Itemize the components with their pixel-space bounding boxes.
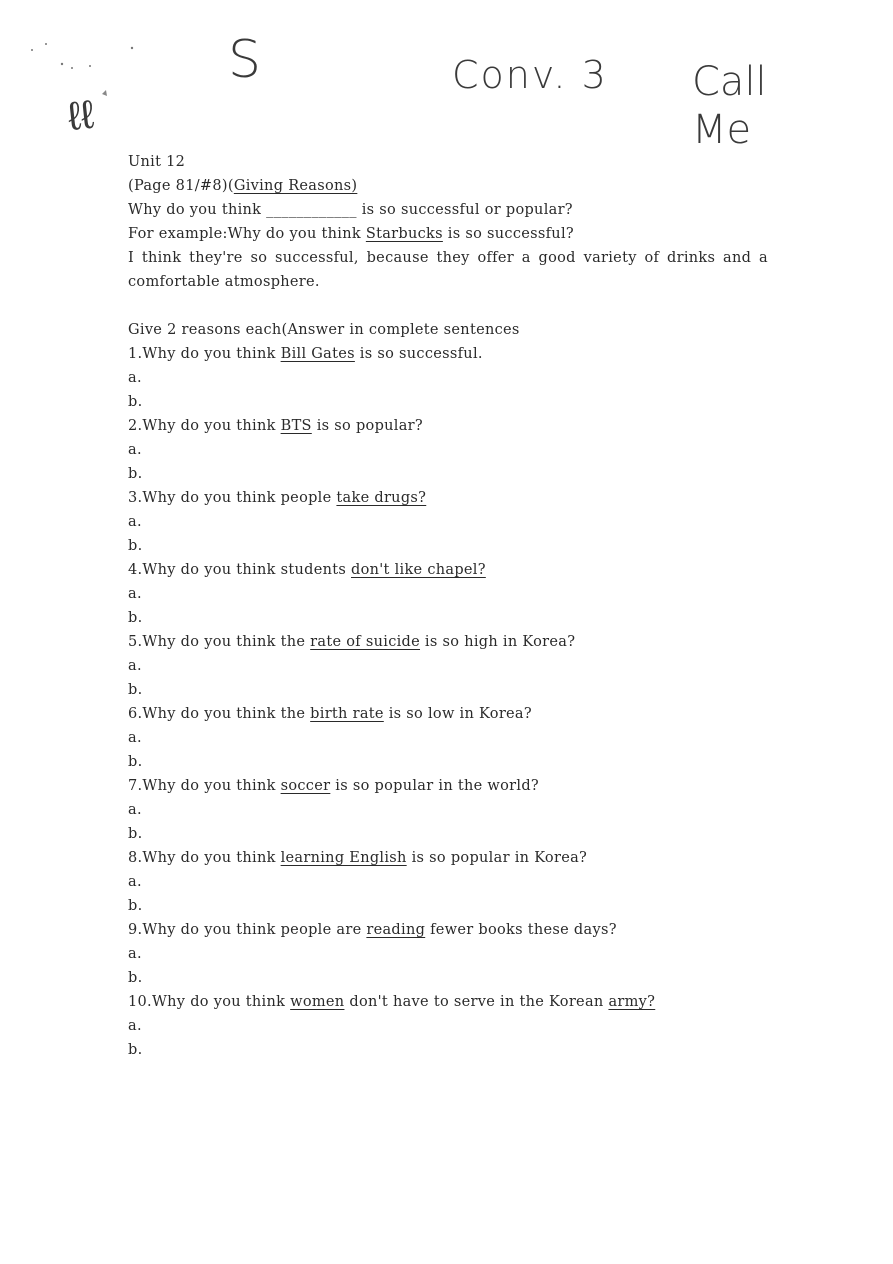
handwritten-conv-number: Conv. 3 <box>452 53 608 97</box>
question-text: 6.Why do you think the birth rate is so low in Korea? <box>128 706 532 722</box>
question-item <box>128 990 768 1062</box>
answer-line-b[interactable]: b. <box>128 754 143 770</box>
answer-line-b[interactable]: b. <box>128 898 143 914</box>
question-item <box>128 774 768 846</box>
question-text: 1.Why do you think Bill Gates is so successful. <box>128 346 483 362</box>
unit-title: Unit 12 <box>128 154 186 170</box>
answer-line-a[interactable]: a. <box>128 874 142 890</box>
question-item <box>128 702 768 774</box>
question-text: 7.Why do you think soccer is so popular in the world? <box>128 778 539 794</box>
answer-line-b[interactable]: b. <box>128 466 143 482</box>
instruction: Give 2 reasons each(Answer in complete sentences <box>128 322 520 338</box>
answer-line-a[interactable]: a. <box>128 370 142 386</box>
question-text: 5.Why do you think the rate of suicide is so high in Korea? <box>128 634 576 650</box>
question-item <box>128 846 768 918</box>
question-text: 2.Why do you think BTS is so popular? <box>128 418 423 434</box>
question-item <box>128 630 768 702</box>
answer-line-a[interactable]: a. <box>128 946 142 962</box>
worksheet-body <box>128 150 768 1062</box>
question-item <box>128 558 768 630</box>
answer-line-b[interactable]: b. <box>128 826 143 842</box>
handwritten-letter-s: S <box>228 30 262 90</box>
answer-line-a[interactable]: a. <box>128 730 142 746</box>
answer-line-b[interactable]: b. <box>128 538 143 554</box>
prompt-line: Why do you think ____________ is so successful or popular? <box>128 202 573 218</box>
spacer <box>128 294 768 318</box>
answer-line-a[interactable]: a. <box>128 586 142 602</box>
example-question: For example:Why do you think Starbucks is so successful? <box>128 226 574 242</box>
answer-line-b[interactable]: b. <box>128 610 143 626</box>
answer-line-a[interactable]: a. <box>128 802 142 818</box>
answer-line-b[interactable]: b. <box>128 682 143 698</box>
answer-line-a[interactable]: a. <box>128 442 142 458</box>
answer-line-a[interactable]: a. <box>128 658 142 674</box>
handwritten-call-me: Call Me <box>692 59 767 153</box>
question-item <box>128 414 768 486</box>
question-text: 9.Why do you think people are reading fewer books these days? <box>128 922 617 938</box>
question-text: 4.Why do you think students don't like chapel? <box>128 562 486 578</box>
question-item <box>128 486 768 558</box>
answer-line-b[interactable]: b. <box>128 394 143 410</box>
prompt-blank: ____________ <box>266 202 357 218</box>
answer-line-b[interactable]: b. <box>128 1042 143 1058</box>
question-text: 8.Why do you think learning English is so popular in Korea? <box>128 850 588 866</box>
question-item <box>128 918 768 990</box>
answer-line-a[interactable]: a. <box>128 514 142 530</box>
handwritten-corner-mark: ℓℓ <box>65 91 97 141</box>
page-reference: (Page 81/#8)(Giving Reasons) <box>128 178 358 194</box>
answer-line-a[interactable]: a. <box>128 1018 142 1034</box>
example-answer: I think they're so successful, because they offer a good variety of drinks and a comfortable atmosphere. <box>128 250 768 290</box>
answer-line-b[interactable]: b. <box>128 970 143 986</box>
question-item <box>128 342 768 414</box>
question-list <box>128 342 768 1062</box>
topic-title: Giving Reasons) <box>233 178 358 194</box>
question-text: 3.Why do you think people take drugs? <box>128 490 427 506</box>
question-text: 10.Why do you think women don't have to serve in the Korean army? <box>128 994 656 1010</box>
